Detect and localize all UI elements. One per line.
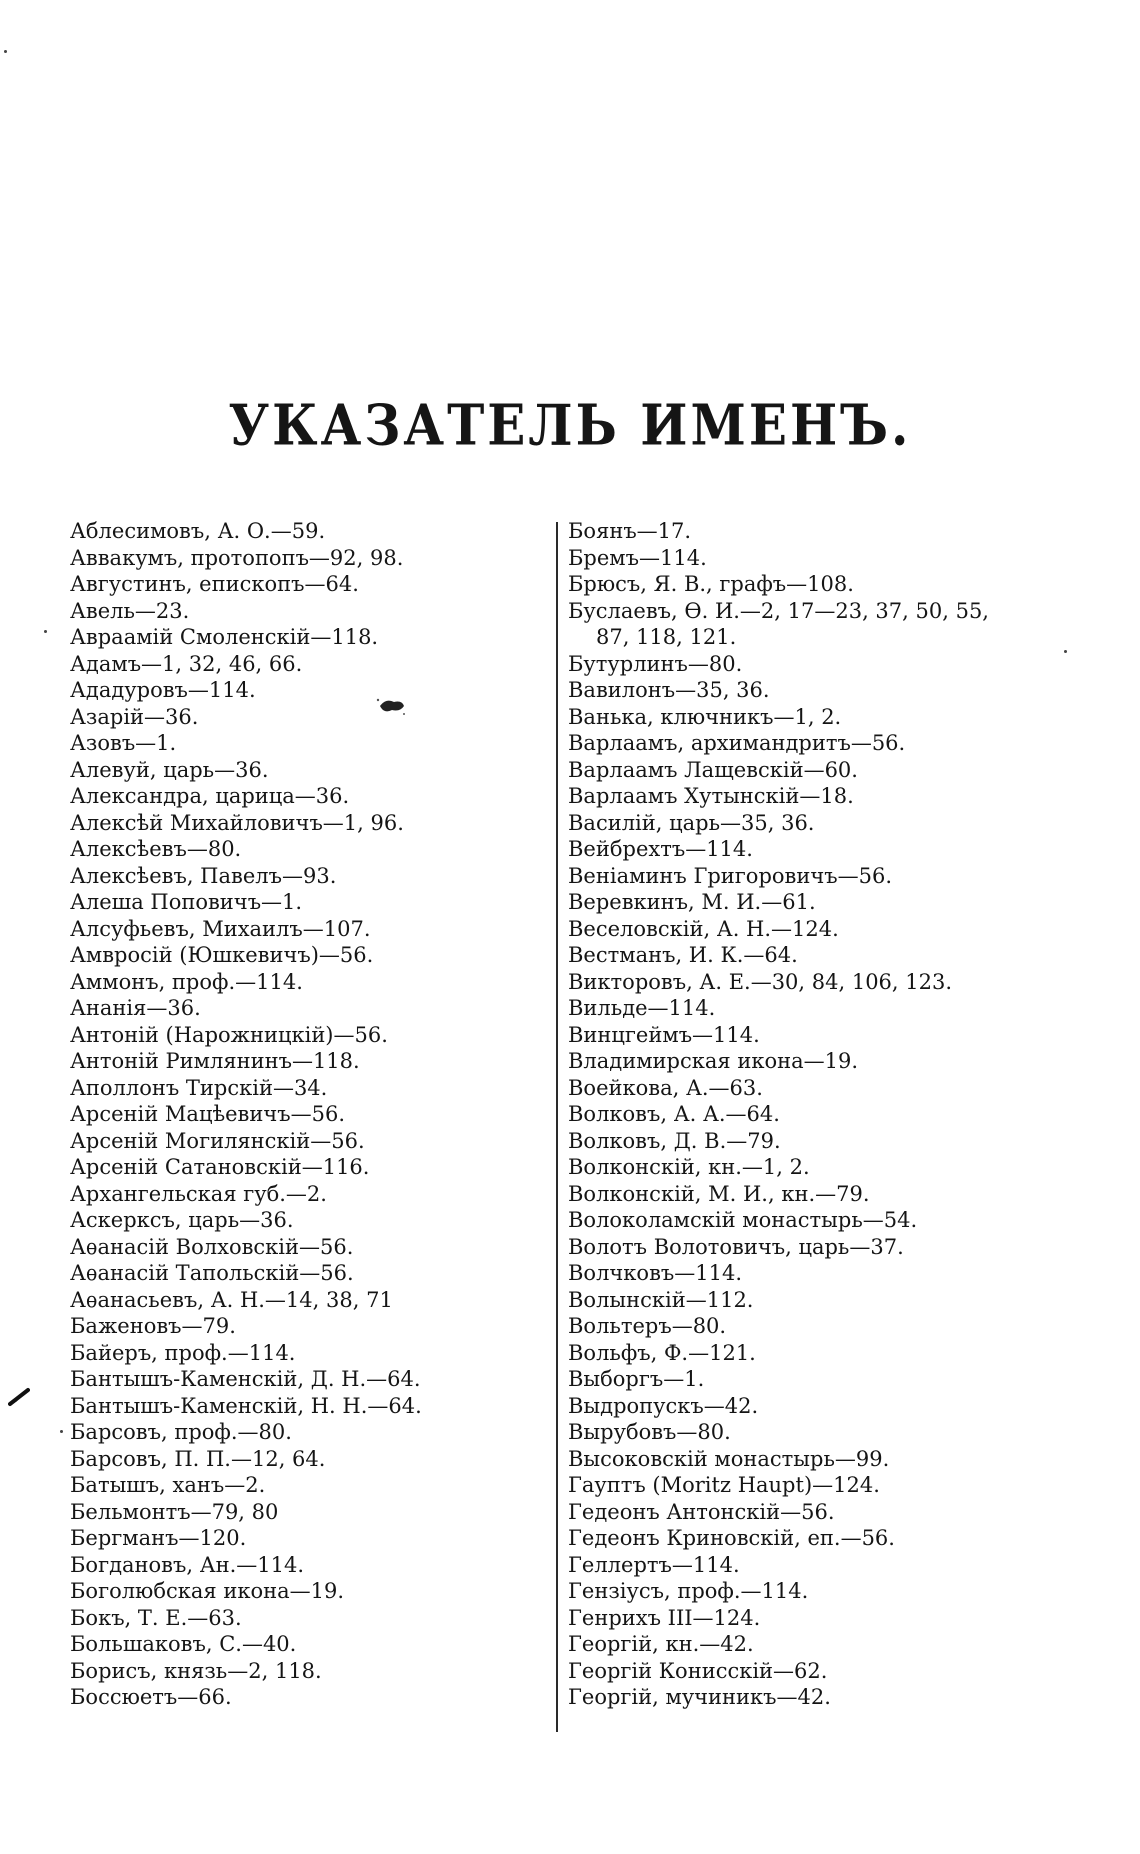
index-entry: Алевуй, царь—36. [70, 757, 269, 782]
index-entry: Веселовскій, А. Н.—124. [568, 916, 839, 941]
index-entry: Азарій—36. [70, 704, 199, 729]
index-entry: Брюсъ, Я. В., графъ—108. [568, 572, 854, 596]
index-entry: Амвросій (Юшкевичъ)—56. [70, 943, 374, 967]
index-entry: Баженовъ—79. [70, 1314, 236, 1338]
index-entry: Бантышъ-Каменскій, Д. Н.—64. [70, 1367, 421, 1391]
index-entry: Арсеній Сатановскій—116. [70, 1155, 370, 1179]
index-entry: Гедеонъ Антонскій—56. [568, 1499, 835, 1524]
index-entry: Боголюбская икона—19. [70, 1579, 344, 1603]
index-entry: Байеръ, проф.—114. [70, 1340, 296, 1365]
speck [4, 50, 7, 53]
index-entry: Вольфъ, Ф.—121. [568, 1340, 756, 1365]
index-entry: Георгій Конисскій—62. [568, 1658, 828, 1683]
index-entry: Алсуфьевъ, Михаилъ—107. [70, 916, 371, 941]
index-entry: Вырубовъ—80. [568, 1420, 731, 1444]
index-entry: Аскерксъ, царь—36. [70, 1208, 294, 1232]
index-entry: Воейкова, А.—63. [568, 1075, 763, 1100]
index-entry: Вольтеръ—80. [568, 1314, 727, 1338]
index-entry: Георгій, мучиникъ—42. [568, 1685, 831, 1709]
index-entry: Александра, царица—36. [70, 784, 350, 808]
index-entry: Василій, царь—35, 36. [568, 810, 815, 835]
index-entry: Богдановъ, Ан.—114. [70, 1552, 305, 1577]
index-entry: Аввакумъ, протопопъ—92, 98. [70, 545, 404, 570]
speck [1064, 650, 1067, 653]
index-entry: Авель—23. [70, 598, 190, 623]
index-entry: Выборгъ—1. [568, 1367, 705, 1391]
index-entry: Ададуровъ—114. [70, 678, 256, 702]
index-entry: Борисъ, князь—2, 118. [70, 1658, 322, 1683]
index-entry: Авраамій Смоленскій—118. [70, 625, 379, 649]
index-entry: Волковъ, Д. В.—79. [568, 1128, 781, 1153]
ink-blot-icon [374, 694, 408, 718]
index-entry: Батышъ, ханъ—2. [70, 1473, 266, 1497]
index-entry: Боссюетъ—66. [70, 1685, 232, 1709]
index-entry: Волконскій, кн.—1, 2. [568, 1155, 810, 1179]
index-entry: Большаковъ, С.—40. [70, 1632, 297, 1656]
index-entry: Генрихъ III—124. [568, 1605, 761, 1630]
index-entry-continuation: 87, 118, 121. [596, 625, 737, 649]
index-entry: Буслаевъ, Ѳ. И.—2, 17—23, 37, 50, 55, [568, 598, 989, 623]
index-column-left [70, 518, 550, 1711]
index-entry: Волконскій, М. И., кн.—79. [568, 1181, 870, 1206]
page-title: УКАЗАТЕЛЬ ИМЕНЪ. [228, 392, 912, 459]
index-entry: Архангельская губ.—2. [70, 1181, 327, 1206]
index-entry: Бельмонтъ—79, 80 [70, 1499, 279, 1524]
index-entry: Аполлонъ Тирскій—34. [70, 1075, 328, 1100]
index-entry: Георгій, кн.—42. [568, 1632, 754, 1656]
index-entry: Августинъ, епископъ—64. [70, 572, 359, 596]
index-entry: Бокъ, Т. Е.—63. [70, 1605, 242, 1630]
index-entry: Геллертъ—114. [568, 1552, 740, 1577]
column-divider [556, 522, 558, 1732]
index-entry: Веревкинъ, М. И.—61. [568, 890, 816, 914]
index-column-right [568, 518, 1088, 1711]
index-entry: Ананія—36. [70, 996, 201, 1020]
index-entry: Бремъ—114. [568, 545, 707, 570]
index-entry: Аблесимовъ, А. О.—59. [70, 519, 326, 543]
index-entry: Вавилонъ—35, 36. [568, 678, 770, 702]
index-entry: Аѳанасій Тапольскій—56. [70, 1261, 354, 1285]
index-entry: Волынскій—112. [568, 1287, 754, 1312]
index-entry: Выдропускъ—42. [568, 1393, 759, 1418]
index-entry: Волоколамскій монастырь—54. [568, 1208, 918, 1232]
index-entry: Веніаминъ Григоровичъ—56. [568, 863, 892, 888]
index-entry: Гауптъ (Moritz Haupt)—124. [568, 1473, 880, 1497]
index-entry: Ванька, ключникъ—1, 2. [568, 704, 842, 729]
index-entry: Высоковскій монастырь—99. [568, 1446, 890, 1471]
index-entry: Алексѣевъ—80. [70, 837, 242, 861]
index-entry: Гензіусъ, проф.—114. [568, 1579, 809, 1603]
index-entry: Барсовъ, П. П.—12, 64. [70, 1446, 326, 1471]
index-entry: Варлаамъ Лащевскій—60. [568, 757, 858, 782]
index-entry: Алексѣй Михайловичъ—1, 96. [70, 810, 404, 835]
index-entry: Барсовъ, проф.—80. [70, 1420, 292, 1444]
index-entry: Антоній (Нарожницкій)—56. [70, 1022, 388, 1047]
index-entry: Антоній Римлянинъ—118. [70, 1049, 360, 1073]
index-entry: Вейбрехтъ—114. [568, 837, 753, 861]
index-entry: Вестманъ, И. К.—64. [568, 943, 798, 967]
index-entry: Бергманъ—120. [70, 1526, 247, 1550]
index-entry: Алексѣевъ, Павелъ—93. [70, 863, 337, 888]
index-entry: Алеша Поповичъ—1. [70, 890, 303, 914]
margin-check-mark-icon [8, 1386, 30, 1408]
index-entry: Аѳанасьевъ, А. Н.—14, 38, 71 [70, 1287, 393, 1312]
index-entry: Варлаамъ, архимандритъ—56. [568, 731, 906, 755]
index-entry: Варлаамъ Хутынскій—18. [568, 784, 854, 808]
index-entry: Бутурлинъ—80. [568, 651, 743, 676]
index-entry: Азовъ—1. [70, 731, 177, 755]
speck [44, 630, 47, 633]
index-entry: Гедеонъ Криновскій, еп.—56. [568, 1526, 895, 1550]
index-entry: Аѳанасій Волховскій—56. [70, 1234, 354, 1259]
index-entry: Владимирская икона—19. [568, 1049, 859, 1073]
index-entry: Волчковъ—114. [568, 1261, 743, 1285]
index-entry: Арсеній Мацѣевичъ—56. [70, 1102, 345, 1126]
index-entry: Вильде—114. [568, 996, 716, 1020]
index-entry: Винцгеймъ—114. [568, 1022, 760, 1047]
index-entry: Волковъ, А. А.—64. [568, 1102, 780, 1126]
speck [60, 1430, 63, 1433]
index-entry: Бантышъ-Каменскій, Н. Н.—64. [70, 1393, 422, 1418]
index-entry: Викторовъ, А. Е.—30, 84, 106, 123. [568, 969, 953, 994]
index-entry: Боянъ—17. [568, 519, 692, 543]
index-entry: Адамъ—1, 32, 46, 66. [70, 651, 303, 676]
index-entry: Арсеній Могилянскій—56. [70, 1128, 365, 1153]
index-entry: Аммонъ, проф.—114. [70, 969, 303, 994]
index-entry: Волотъ Волотовичъ, царь—37. [568, 1234, 904, 1259]
